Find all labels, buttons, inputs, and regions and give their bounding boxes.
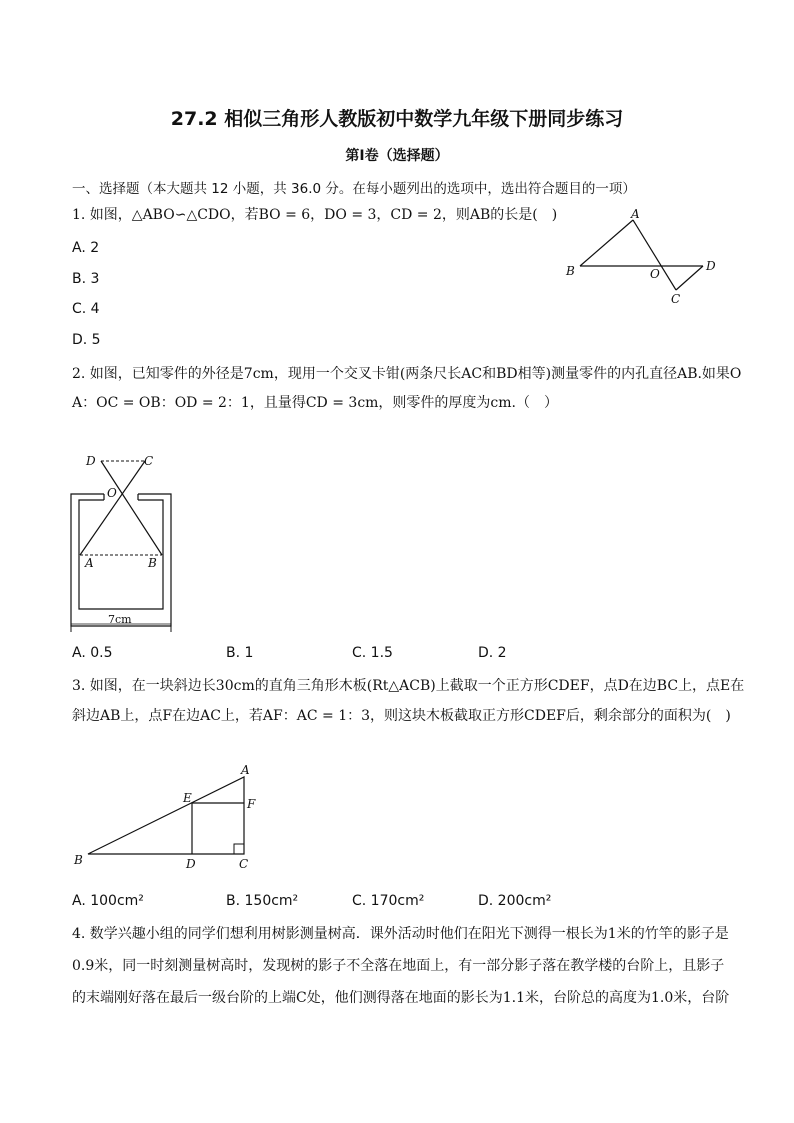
q3-stem-line1: 3. 如图，在一块斜边长30cm的直角三角形木板(Rt△ACB)上截取一个正方形CDEF，点D在边BC上，点E在 <box>72 678 745 694</box>
q2-label-b: B <box>148 556 157 570</box>
q4-stem-line3: 的末端刚好落在最后一级台阶的上端C处，他们测得落在地面的影长为1.1米，台阶总的高度为1.0米，台阶 <box>72 990 730 1006</box>
q2-label-o: O <box>107 486 117 500</box>
q3-option-c[interactable]: C. 170cm² <box>352 893 425 909</box>
q1-option-d[interactable]: D. 5 <box>72 332 101 348</box>
q3-figure <box>68 762 268 874</box>
q1-label-a: A <box>631 207 640 221</box>
q2-label-a: A <box>85 556 94 570</box>
q3-stem-line2: 斜边AB上，点F在边AC上，若AF：AC = 1：3，则这块木板截取正方形CDEF后，剩余部分的面积为( ) <box>72 708 731 724</box>
q4-stem-line1: 4. 数学兴趣小组的同学们想利用树影测量树高．课外活动时他们在阳光下测得一根长为1米的竹竿的影子是 <box>72 926 729 942</box>
q1-label-b: B <box>566 264 575 278</box>
q3-label-f: F <box>247 797 256 811</box>
q2-label-c: C <box>144 454 154 468</box>
q2-option-c[interactable]: C. 1.5 <box>352 645 393 661</box>
q4-stem-line2: 0.9米，同一时刻测量树高时，发现树的影子不全落在地面上，有一部分影子落在教学楼的台阶上，且影子 <box>72 958 725 974</box>
q2-stem-line2: A：OC = OB：OD = 2：1，且量得CD = 3cm，则零件的厚度为cm.（ ） <box>72 395 558 411</box>
q3-option-a[interactable]: A. 100cm² <box>72 893 144 909</box>
q3-label-d: D <box>186 857 196 871</box>
section-header: 一、选择题（本大题共 12 小题，共 36.0 分。在每小题列出的选项中，选出符合题目的一项） <box>72 181 636 197</box>
q3-option-d[interactable]: D. 200cm² <box>478 893 552 909</box>
q1-option-b[interactable]: B. 3 <box>72 271 100 287</box>
q3-label-a: A <box>241 763 250 777</box>
q2-option-b[interactable]: B. 1 <box>226 645 254 661</box>
q1-option-c[interactable]: C. 4 <box>72 301 100 317</box>
q1-figure <box>560 205 730 305</box>
q2-label-7cm: 7cm <box>108 613 132 626</box>
q3-label-e: E <box>183 791 192 805</box>
q2-option-a[interactable]: A. 0.5 <box>72 645 113 661</box>
volume-subtitle: 第I卷（选择题） <box>345 148 449 164</box>
q2-option-d[interactable]: D. 2 <box>478 645 507 661</box>
q3-label-b: B <box>74 853 83 867</box>
q2-label-d: D <box>86 454 96 468</box>
page-title: 27.2 相似三角形人教版初中数学九年级下册同步练习 <box>170 108 624 130</box>
q3-label-c: C <box>239 857 249 871</box>
q1-option-a[interactable]: A. 2 <box>72 240 100 256</box>
q2-figure <box>66 448 184 634</box>
q1-stem: 1. 如图，△ABO∽△CDO，若BO = 6，DO = 3，CD = 2，则AB的长是( ) <box>72 207 558 223</box>
q3-option-b[interactable]: B. 150cm² <box>226 893 299 909</box>
q1-label-c: C <box>671 292 681 305</box>
q1-label-o: O <box>650 267 660 281</box>
q1-label-d: D <box>706 259 716 273</box>
q2-stem-line1: 2. 如图，已知零件的外径是7cm，现用一个交叉卡钳(两条尺长AC和BD相等)测量零件的内孔直径AB.如果O <box>72 366 742 382</box>
